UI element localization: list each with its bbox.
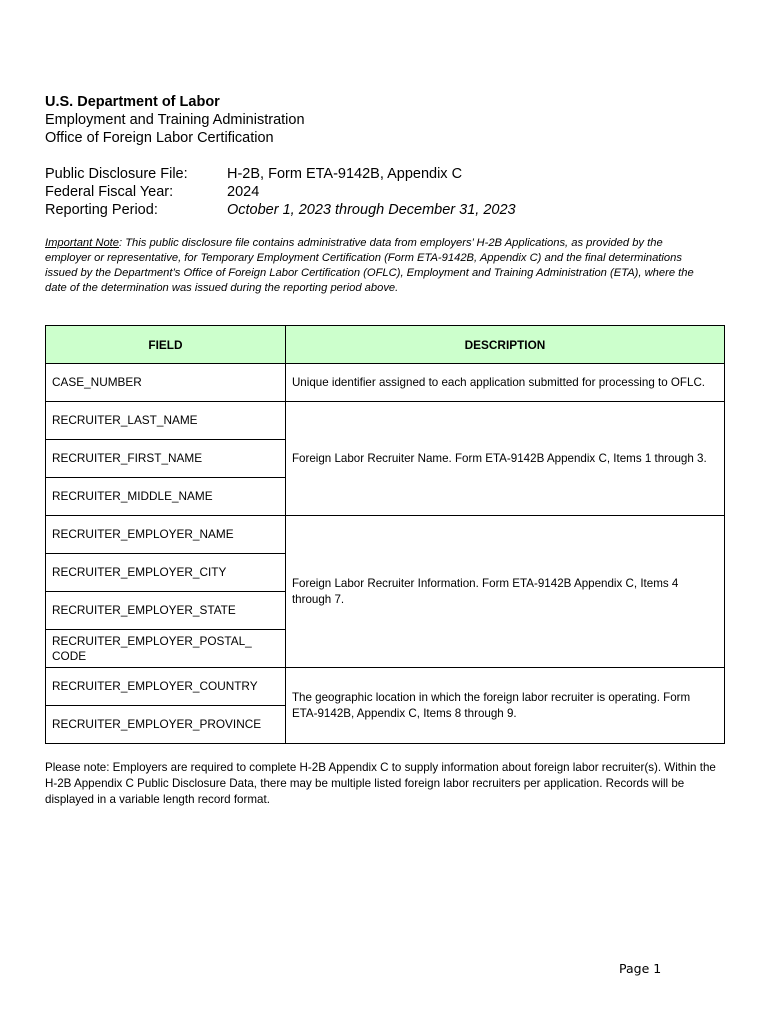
field-case-number: CASE_NUMBER	[46, 364, 286, 402]
field-recruiter-employer-country: RECRUITER_EMPLOYER_COUNTRY	[46, 668, 286, 706]
table-row	[46, 668, 725, 706]
description-column-header: DESCRIPTION	[285, 326, 724, 364]
page-number: Page 1	[619, 961, 662, 976]
department-name: U.S. Department of Labor	[45, 94, 220, 110]
office-name: Office of Foreign Labor Certification	[45, 130, 274, 146]
file-row	[45, 165, 516, 183]
table-row	[46, 516, 725, 554]
description-case-number: Unique identifier assigned to each application submitted for processing to OFLC.	[285, 364, 724, 402]
important-note-label: Important Note	[45, 237, 119, 249]
table-row	[46, 364, 725, 402]
administration-name: Employment and Training Administration	[45, 112, 305, 128]
footnote-text: Please note: Employers are required to complete H-2B Appendix C to supply information about foreign labor recruiter(s). Within the H-2B Appendix C Public Disclosure Data, there may be multiple listed foreign labor recruiters per application. Records will be displayed in a variable length record format.	[45, 761, 716, 806]
field-column-header: FIELD	[46, 326, 286, 364]
field-recruiter-first-name: RECRUITER_FIRST_NAME	[46, 440, 286, 478]
year-label: Federal Fiscal Year:	[45, 184, 174, 200]
field-recruiter-employer-state: RECRUITER_EMPLOYER_STATE	[46, 592, 286, 630]
period-value: October 1, 2023 through December 31, 2023	[227, 202, 516, 218]
year-row	[45, 183, 516, 201]
document-header	[45, 93, 305, 147]
field-recruiter-middle-name: RECRUITER_MIDDLE_NAME	[46, 478, 286, 516]
field-recruiter-employer-name: RECRUITER_EMPLOYER_NAME	[46, 516, 286, 554]
field-recruiter-employer-postal-code: RECRUITER_EMPLOYER_POSTAL_ CODE	[46, 630, 286, 668]
description-recruiter-location: The geographic location in which the foreign labor recruiter is operating. Form ETA-9142B, Appendix C, Items 8 through 9.	[285, 668, 724, 744]
field-recruiter-last-name: RECRUITER_LAST_NAME	[46, 402, 286, 440]
important-note	[45, 236, 695, 296]
file-label: Public Disclosure File:	[45, 166, 188, 182]
year-value: 2024	[227, 184, 260, 200]
table-row	[46, 402, 725, 440]
important-note-text: : This public disclosure file contains administrative data from employers’ H-2B Applications, as provided by the employer or representative, for Temporary Employment Certification (Form ETA-9142B, Appendix C) and the final determinations issued by the Department’s Office of Foreign Labor Certification (OFLC), Employment and Training Administration (ETA), where the date of the determination was issued during the reporting period above.	[45, 237, 694, 294]
field-description-table	[45, 325, 725, 744]
description-recruiter-name: Foreign Labor Recruiter Name. Form ETA-9142B Appendix C, Items 1 through 3.	[285, 402, 724, 516]
description-recruiter-information: Foreign Labor Recruiter Information. Form ETA-9142B Appendix C, Items 4 through 7.	[285, 516, 724, 668]
field-recruiter-employer-city: RECRUITER_EMPLOYER_CITY	[46, 554, 286, 592]
period-label: Reporting Period:	[45, 202, 158, 218]
field-recruiter-employer-province: RECRUITER_EMPLOYER_PROVINCE	[46, 706, 286, 744]
period-row	[45, 201, 516, 219]
table-header-row	[46, 326, 725, 364]
file-metadata	[45, 165, 516, 219]
file-value: H-2B, Form ETA-9142B, Appendix C	[227, 166, 463, 182]
